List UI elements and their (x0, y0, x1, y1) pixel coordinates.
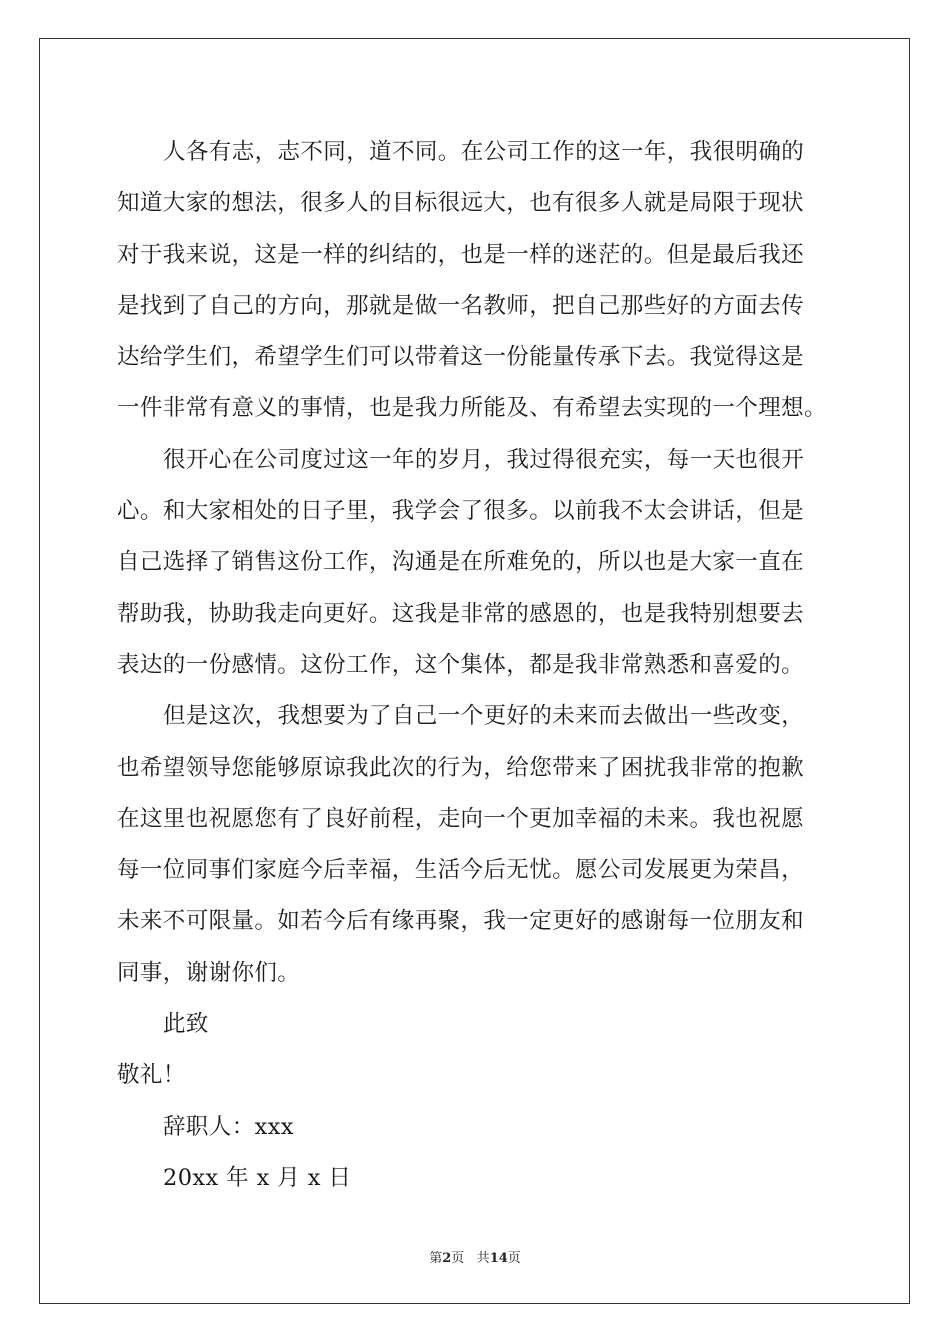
paragraph-1-line-4: 是找到了自己的方向，那就是做一名教师，把自己那些好的方面去传 (117, 292, 805, 319)
salutation: 敬礼！ (117, 1062, 186, 1089)
total-pages: 14 (489, 1251, 508, 1266)
paragraph-2-line-4: 帮助我，协助我走向更好。这我是非常的感恩的，也是我特别想要去 (117, 600, 805, 627)
paragraph-3-line-2: 也希望领导您能够原谅我此次的行为，给您带来了困扰我非常的抱歉 (117, 754, 805, 781)
page-footer (0, 1247, 950, 1266)
paragraph-3-line-4: 每一位同事们家庭今后幸福，生活今后无忧。愿公司发展更为荣昌， (117, 857, 805, 884)
paragraph-3-line-1: 但是这次，我想要为了自己一个更好的未来而去做出一些改变， (163, 703, 805, 730)
paragraph-3-line-5: 未来不可限量。如若今后有缘再聚，我一定更好的感谢每一位朋友和 (117, 908, 805, 935)
paragraph-1-line-5: 达给学生们，希望学生们可以带着这一份能量传承下去。我觉得这是 (117, 344, 805, 371)
paragraph-1-line-3: 对于我来说，这是一样的纠结的，也是一样的迷茫的。但是最后我还 (117, 241, 805, 268)
paragraph-2-line-1: 很开心在公司度过这一年的岁月，我过得很充实，每一天也很开 (163, 446, 805, 473)
paragraph-2-line-3: 自己选择了销售这份工作，沟通是在所难免的，所以也是大家一直在 (117, 549, 805, 576)
letter-date: 20xx 年 x 月 x 日 (163, 1164, 352, 1191)
page-number: 2 (442, 1251, 452, 1266)
total-suffix: 页 (507, 1251, 521, 1266)
total-prefix: 共 (476, 1251, 490, 1266)
letter-body (117, 127, 857, 1204)
closing-phrase: 此致 (163, 1011, 209, 1038)
signature: 辞职人：xxx (163, 1113, 294, 1140)
page-suffix: 页 (451, 1251, 465, 1266)
page-prefix: 第 (429, 1251, 443, 1266)
paragraph-1-line-1: 人各有志，志不同，道不同。在公司工作的这一年，我很明确的 (163, 139, 805, 165)
paragraph-3-line-6: 同事，谢谢你们。 (117, 959, 301, 986)
paragraph-3-line-3: 在这里也祝愿您有了良好前程，走向一个更加幸福的未来。我也祝愿 (117, 805, 805, 832)
paragraph-2-line-5: 表达的一份感情。这份工作，这个集体，都是我非常熟悉和喜爱的。 (117, 651, 805, 678)
paragraph-1-line-6: 一件非常有意义的事情，也是我力所能及、有希望去实现的一个理想。 (117, 395, 827, 422)
paragraph-1-line-2: 知道大家的想法，很多人的目标很远大，也有很多人就是局限于现状 (117, 190, 805, 217)
paragraph-2-line-2: 心。和大家相处的日子里，我学会了很多。以前我不太会讲话，但是 (117, 498, 805, 525)
